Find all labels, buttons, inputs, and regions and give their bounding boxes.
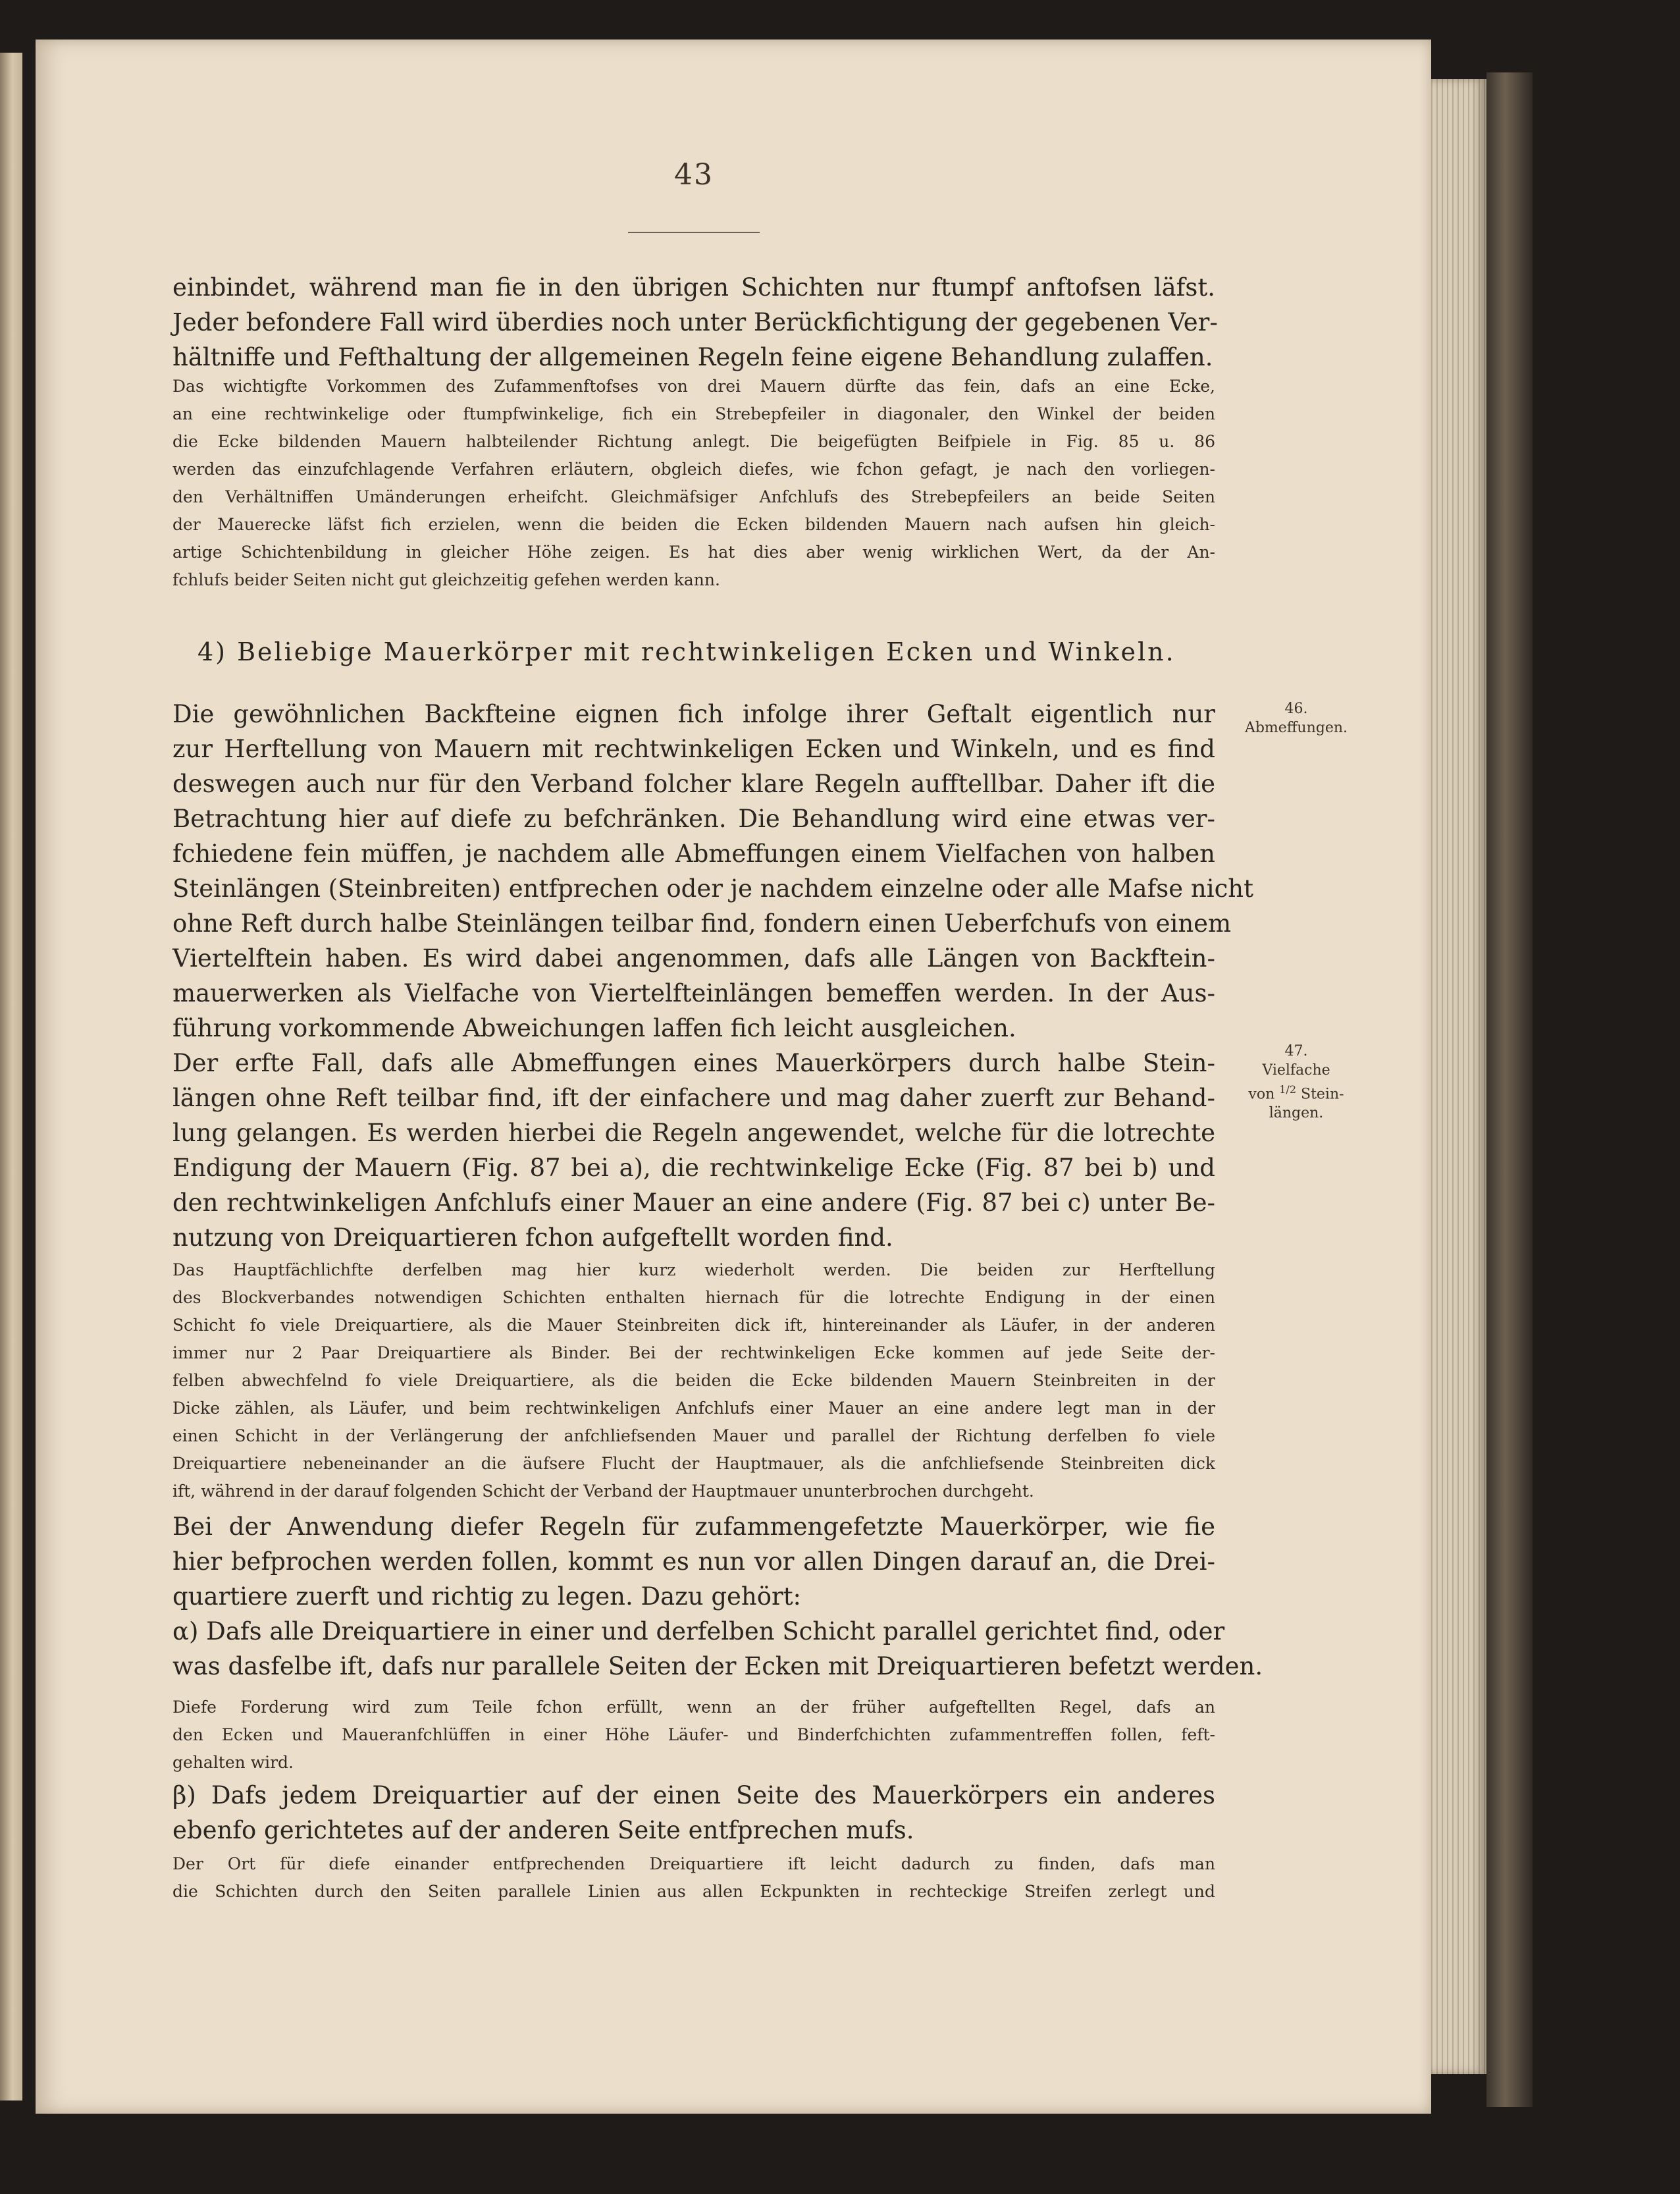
text-line: den Ecken und Maueranfchlüffen in einer Höhe Läufer- und Binderfchichten zufammentreffen follen, feft- xyxy=(172,1725,1215,1744)
paragraph-continuation xyxy=(172,270,1218,375)
text-line: hier befprochen werden follen, kommt es nun vor allen Dingen darauf an, die Drei- xyxy=(172,1547,1215,1576)
text-line: die Ecke bildenden Mauern halbteilender Richtung anlegt. Die beigefügten Beifpiele in Fig. 85 u. 86 xyxy=(172,432,1215,451)
note-blockverband xyxy=(172,1256,1215,1505)
text-line: ift, während in der darauf folgenden Schicht der Verband der Hauptmauer ununterbrochen durchgeht. xyxy=(172,1482,1034,1501)
margin-note-label: Abmeffungen. xyxy=(1244,720,1348,736)
rules-intro xyxy=(172,1509,1263,1684)
text-line: was dasfelbe ift, dafs nur parallele Seiten der Ecken mit Dreiquartieren befetzt werden. xyxy=(172,1652,1263,1680)
text-line: an eine rechtwinkelige oder ftumpfwinkelige, fich ein Strebepfeiler in diagonaler, den Winkel der beiden xyxy=(172,404,1215,423)
text-line: fchlufs beider Seiten nicht gut gleichzeitig gefehen werden kann. xyxy=(172,570,720,589)
text-line: lung gelangen. Es werden hierbei die Regeln angewendet, welche für die lotrechte xyxy=(172,1119,1215,1147)
margin-note-number: 46. xyxy=(1284,701,1308,717)
text-line: führung vorkommende Abweichungen laffen fich leicht ausgleichen. xyxy=(172,1014,1016,1042)
text-line: immer nur 2 Paar Dreiquartiere als Binder. Bei der rechtwinkeligen Ecke kommen auf jede Seite der- xyxy=(172,1343,1215,1362)
margin-note-number: 47. xyxy=(1284,1043,1308,1059)
book-cover xyxy=(1486,72,1533,2107)
text-line: Der Ort für diefe einander entfprechenden Dreiquartiere ift leicht dadurch zu finden, dafs man xyxy=(172,1854,1215,1873)
margin-note-46 xyxy=(1234,699,1359,737)
text-line: Das Hauptfächlichfte derfelben mag hier kurz wiederholt werden. Die beiden zur Herftellung xyxy=(172,1260,1215,1279)
note-forderung xyxy=(172,1694,1215,1777)
text-line: ohne Reft durch halbe Steinlängen teilbar find, fondern einen Ueberfchufs von einem xyxy=(172,909,1232,938)
text-line: hältniffe und Fefthaltung der allgemeinen Regeln feine eigene Behandlung zulaffen. xyxy=(172,343,1213,371)
text-line: zur Herftellung von Mauern mit rechtwinkeligen Ecken und Winkeln, und es find xyxy=(172,735,1215,763)
margin-note-47 xyxy=(1234,1042,1359,1123)
text-line: Steinlängen (Steinbreiten) entfprechen oder je nachdem einzelne oder alle Mafse nicht xyxy=(172,874,1254,903)
margin-note-label: Vielfache xyxy=(1262,1062,1330,1079)
text-line: quartiere zuerft und richtig zu legen. Dazu gehört: xyxy=(172,1582,802,1611)
rule-beta xyxy=(172,1778,1215,1848)
margin-note-label: längen. xyxy=(1269,1105,1324,1122)
text-line: artige Schichtenbildung in gleicher Höhe zeigen. Es hat dies aber wenig wirklichen Wert, da der An- xyxy=(172,543,1215,562)
text-line: fchiedene fein müffen, je nachdem alle Abmeffungen einem Vielfachen von halben xyxy=(172,840,1215,868)
text-line: Diefe Forderung wird zum Teile fchon erfüllt, wenn an der früher aufgeftellten Regel, dafs an xyxy=(172,1698,1215,1717)
text-line: nutzung von Dreiquartieren fchon aufgeftellt worden find. xyxy=(172,1223,893,1252)
note-dreiquartiere xyxy=(172,1850,1215,1906)
text-line: Betrachtung hier auf diefe zu befchränken. Die Behandlung wird eine etwas ver- xyxy=(172,805,1215,833)
text-line: Bei der Anwendung diefer Regeln für zufammengefetzte Mauerkörper, wie fie xyxy=(172,1512,1215,1541)
text-line: einbindet, während man fie in den übrigen Schichten nur ftumpf anftofsen läfst. xyxy=(172,273,1215,302)
section-heading: 4) Beliebige Mauerkörper mit rechtwinkeligen Ecken und Winkeln. xyxy=(197,637,1176,666)
text-line: Die gewöhnlichen Backfteine eignen fich infolge ihrer Geftalt eigentlich nur xyxy=(172,700,1215,728)
text-line: gehalten wird. xyxy=(172,1753,294,1772)
text-line: deswegen auch nur für den Verband folcher klare Regeln aufftellbar. Daher ift die xyxy=(172,770,1215,798)
page-number-rule xyxy=(628,232,760,233)
text-line: des Blockverbandes notwendigen Schichten enthalten hiernach für die lotrechte Endigung in der einen xyxy=(172,1288,1215,1307)
margin-note-label: von $^{1/2}$ Stein- xyxy=(1248,1083,1344,1103)
text-line: längen ohne Reft teilbar find, ift der einfachere und mag daher zuerft zur Behand- xyxy=(172,1084,1215,1112)
text-line: Das wichtigfte Vorkommen des Zufammenftofses von drei Mauern dürfte das fein, dafs an eine Ecke, xyxy=(172,377,1215,396)
text-line: Viertelftein haben. Es wird dabei angenommen, dafs alle Längen von Backftein- xyxy=(172,944,1215,973)
text-line: α) Dafs alle Dreiquartiere in einer und derfelben Schicht parallel gerichtet find, oder xyxy=(172,1617,1225,1646)
page-edges xyxy=(1427,79,1486,2074)
text-line: die Schichten durch den Seiten parallele Linien aus allen Eckpunkten in rechteckige Streifen zerlegt und xyxy=(172,1882,1215,1901)
text-line: Jeder befondere Fall wird überdies noch unter Berückfichtigung der gegebenen Ver- xyxy=(172,308,1218,336)
section-body xyxy=(172,697,1254,1255)
text-line: β) Dafs jedem Dreiquartier auf der einen Seite des Mauerkörpers ein anderes xyxy=(172,1781,1215,1809)
text-line: Dicke zählen, als Läufer, und beim rechtwinkeligen Anfchlufs einer Mauer an eine andere legt man in der xyxy=(172,1399,1215,1418)
text-line: ebenfo gerichtetes auf der anderen Seite entfprechen mufs. xyxy=(172,1816,914,1844)
text-line: den Verhältniffen Umänderungen erheifcht. Gleichmäfsiger Anfchlufs des Strebepfeilers an beide Seiten xyxy=(172,487,1215,506)
text-line: der Mauerecke läfst fich erzielen, wenn die beiden die Ecken bildenden Mauern nach aufsen hin gleich- xyxy=(172,515,1215,534)
text-line: werden das einzufchlagende Verfahren erläutern, obgleich diefes, wie fchon gefagt, je nach den vorliegen- xyxy=(172,460,1215,479)
left-page-edge xyxy=(0,53,22,2100)
note-strebepfeiler xyxy=(172,373,1215,594)
text-line: einen Schicht in der Verlängerung der anfchliefsenden Mauer und parallel der Richtung derfelben fo viele xyxy=(172,1426,1215,1445)
text-line: Endigung der Mauern (Fig. 87 bei a), die rechtwinkelige Ecke (Fig. 87 bei b) und xyxy=(172,1154,1215,1182)
text-line: den rechtwinkeligen Anfchlufs einer Mauer an eine andere (Fig. 87 bei c) unter Be- xyxy=(172,1189,1215,1217)
text-line: mauerwerken als Vielfache von Viertelfteinlängen bemeffen werden. In der Aus- xyxy=(172,979,1215,1007)
text-line: Der erfte Fall, dafs alle Abmeffungen eines Mauerkörpers durch halbe Stein- xyxy=(172,1049,1215,1077)
text-line: Schicht fo viele Dreiquartiere, als die Mauer Steinbreiten dick ift, hintereinander als Läufer, in der anderen xyxy=(172,1316,1215,1335)
page-number: 43 xyxy=(674,158,714,192)
text-line: felben abwechfelnd fo viele Dreiquartiere, als die beiden die Ecke bildenden Mauern Steinbreiten in der xyxy=(172,1371,1215,1390)
text-line: Dreiquartiere nebeneinander an die äufsere Flucht der Hauptmauer, als die anfchliefsende Steinbreiten dick xyxy=(172,1454,1215,1473)
